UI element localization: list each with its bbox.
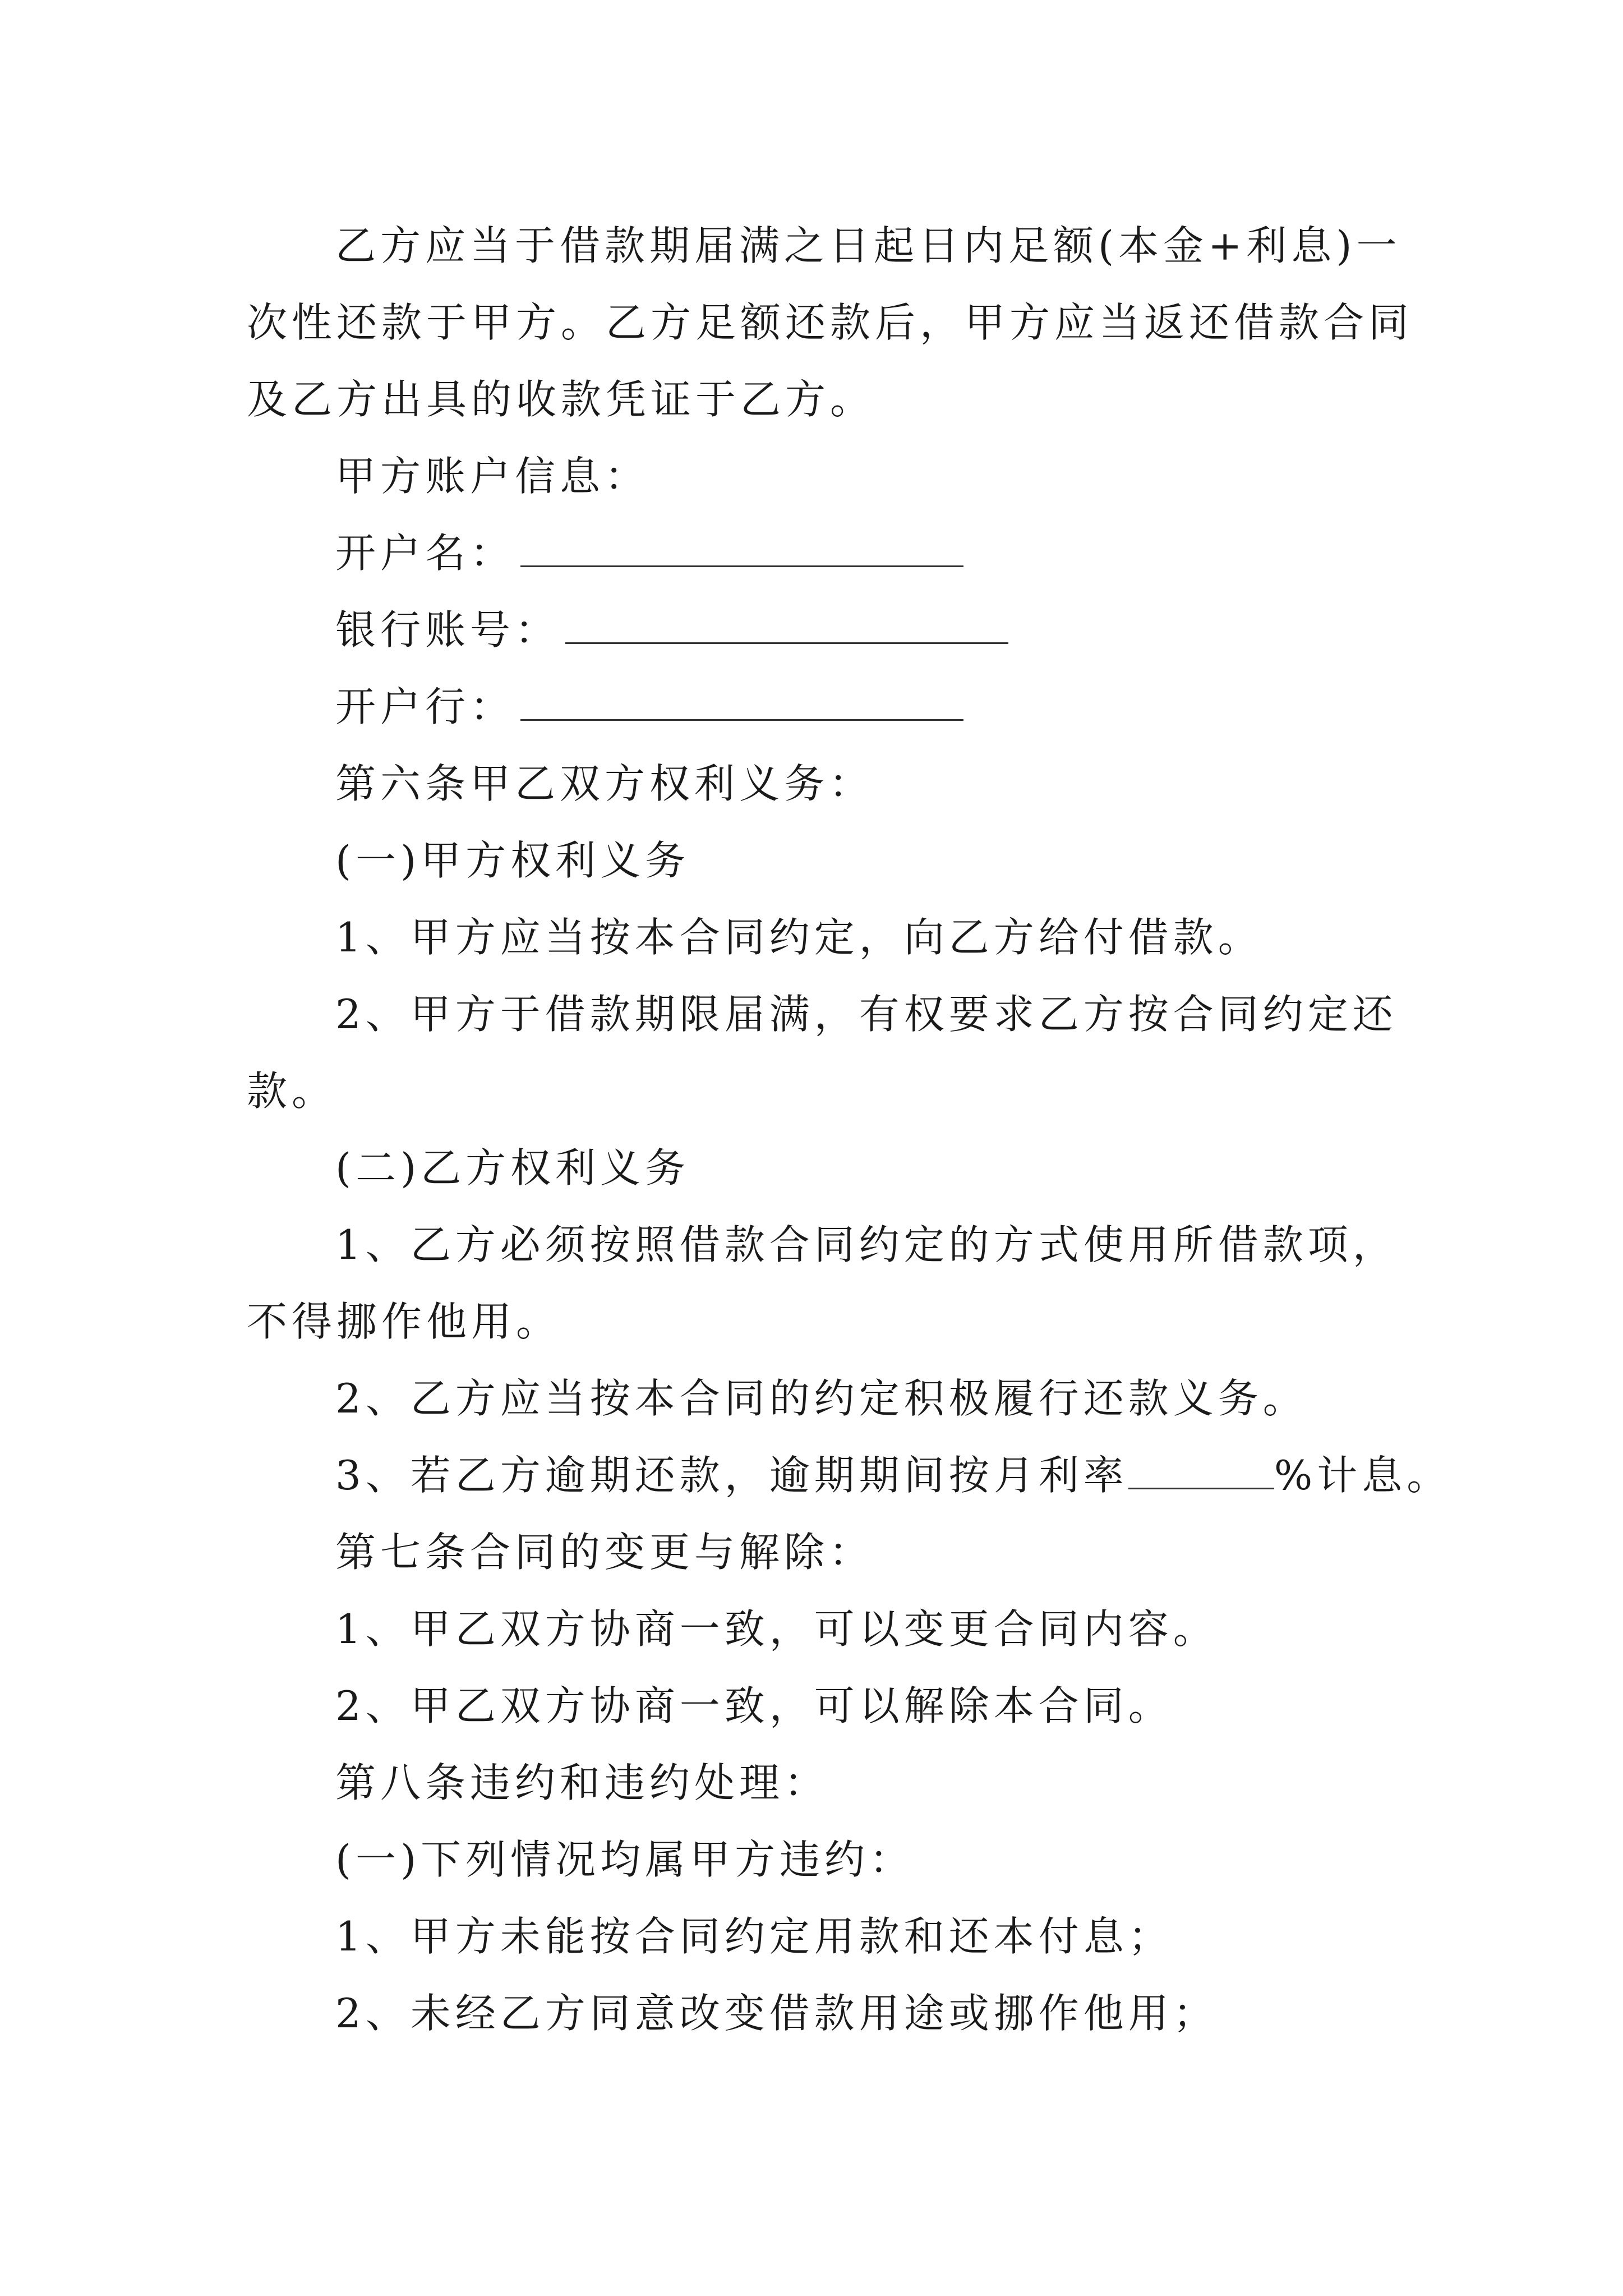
account-name-blank[interactable]: [520, 532, 963, 567]
account-info-heading: 甲方账户信息：: [335, 453, 650, 500]
party-a-rights-heading: (一)甲方权利义务: [335, 837, 690, 884]
interest-text-before: 3、若乙方逾期还款，逾期期间按月利率: [335, 1452, 1128, 1499]
clause-item: 2、未经乙方同意改变借款用途或挪作他用；: [335, 1990, 1218, 2037]
account-bank-label: 开户行：: [335, 683, 515, 730]
clause-item: 2、甲乙双方协商一致，可以解除本合同。: [335, 1682, 1173, 1729]
paragraph-line: 及乙方出具的收款凭证于乙方。: [247, 376, 875, 423]
article-8-title: 第八条违约和违约处理：: [335, 1759, 829, 1806]
party-a-breach-heading: (一)下列情况均属甲方违约：: [335, 1836, 915, 1883]
paragraph-line: 次性还款于甲方。乙方足额还款后，甲方应当返还借款合同: [247, 299, 1414, 346]
clause-item: 2、乙方应当按本合同的约定积极履行还款义务。: [335, 1375, 1308, 1422]
account-name-row: [247, 515, 1391, 592]
interest-text-after: %计息。: [1274, 1452, 1452, 1499]
clause-item: 1、甲乙双方协商一致，可以变更合同内容。: [335, 1605, 1218, 1653]
document-body: [247, 208, 1452, 2052]
interest-rate-blank[interactable]: [1128, 1454, 1274, 1489]
clause-item: 2、甲方于借款期限届满，有权要求乙方按合同约定还: [335, 991, 1398, 1038]
account-name-label: 开户名：: [335, 530, 515, 577]
account-bank-blank[interactable]: [520, 685, 963, 721]
clause-item-continuation: 不得挪作他用。: [247, 1298, 561, 1345]
party-b-rights-heading: (二)乙方权利义务: [335, 1144, 690, 1191]
account-number-row: [247, 592, 1391, 669]
clause-item-interest: [247, 1437, 1452, 1514]
clause-item: 1、甲方应当按本合同约定，向乙方给付借款。: [335, 914, 1263, 961]
article-6-title: 第六条甲乙双方权利义务：: [335, 760, 874, 807]
article-7-title: 第七条合同的变更与解除：: [335, 1529, 874, 1576]
account-number-label: 银行账号：: [335, 606, 560, 654]
paragraph-line: 乙方应当于借款期届满之日起日内足额(本金+利息)一: [335, 222, 1401, 269]
account-bank-row: [247, 669, 1391, 746]
clause-item: 1、乙方必须按照借款合同约定的方式使用所借款项，: [335, 1221, 1398, 1268]
clause-item-continuation: 款。: [247, 1068, 337, 1115]
clause-item: 1、甲方未能按合同约定用款和还本付息；: [335, 1913, 1173, 1960]
account-number-blank[interactable]: [565, 609, 1008, 644]
